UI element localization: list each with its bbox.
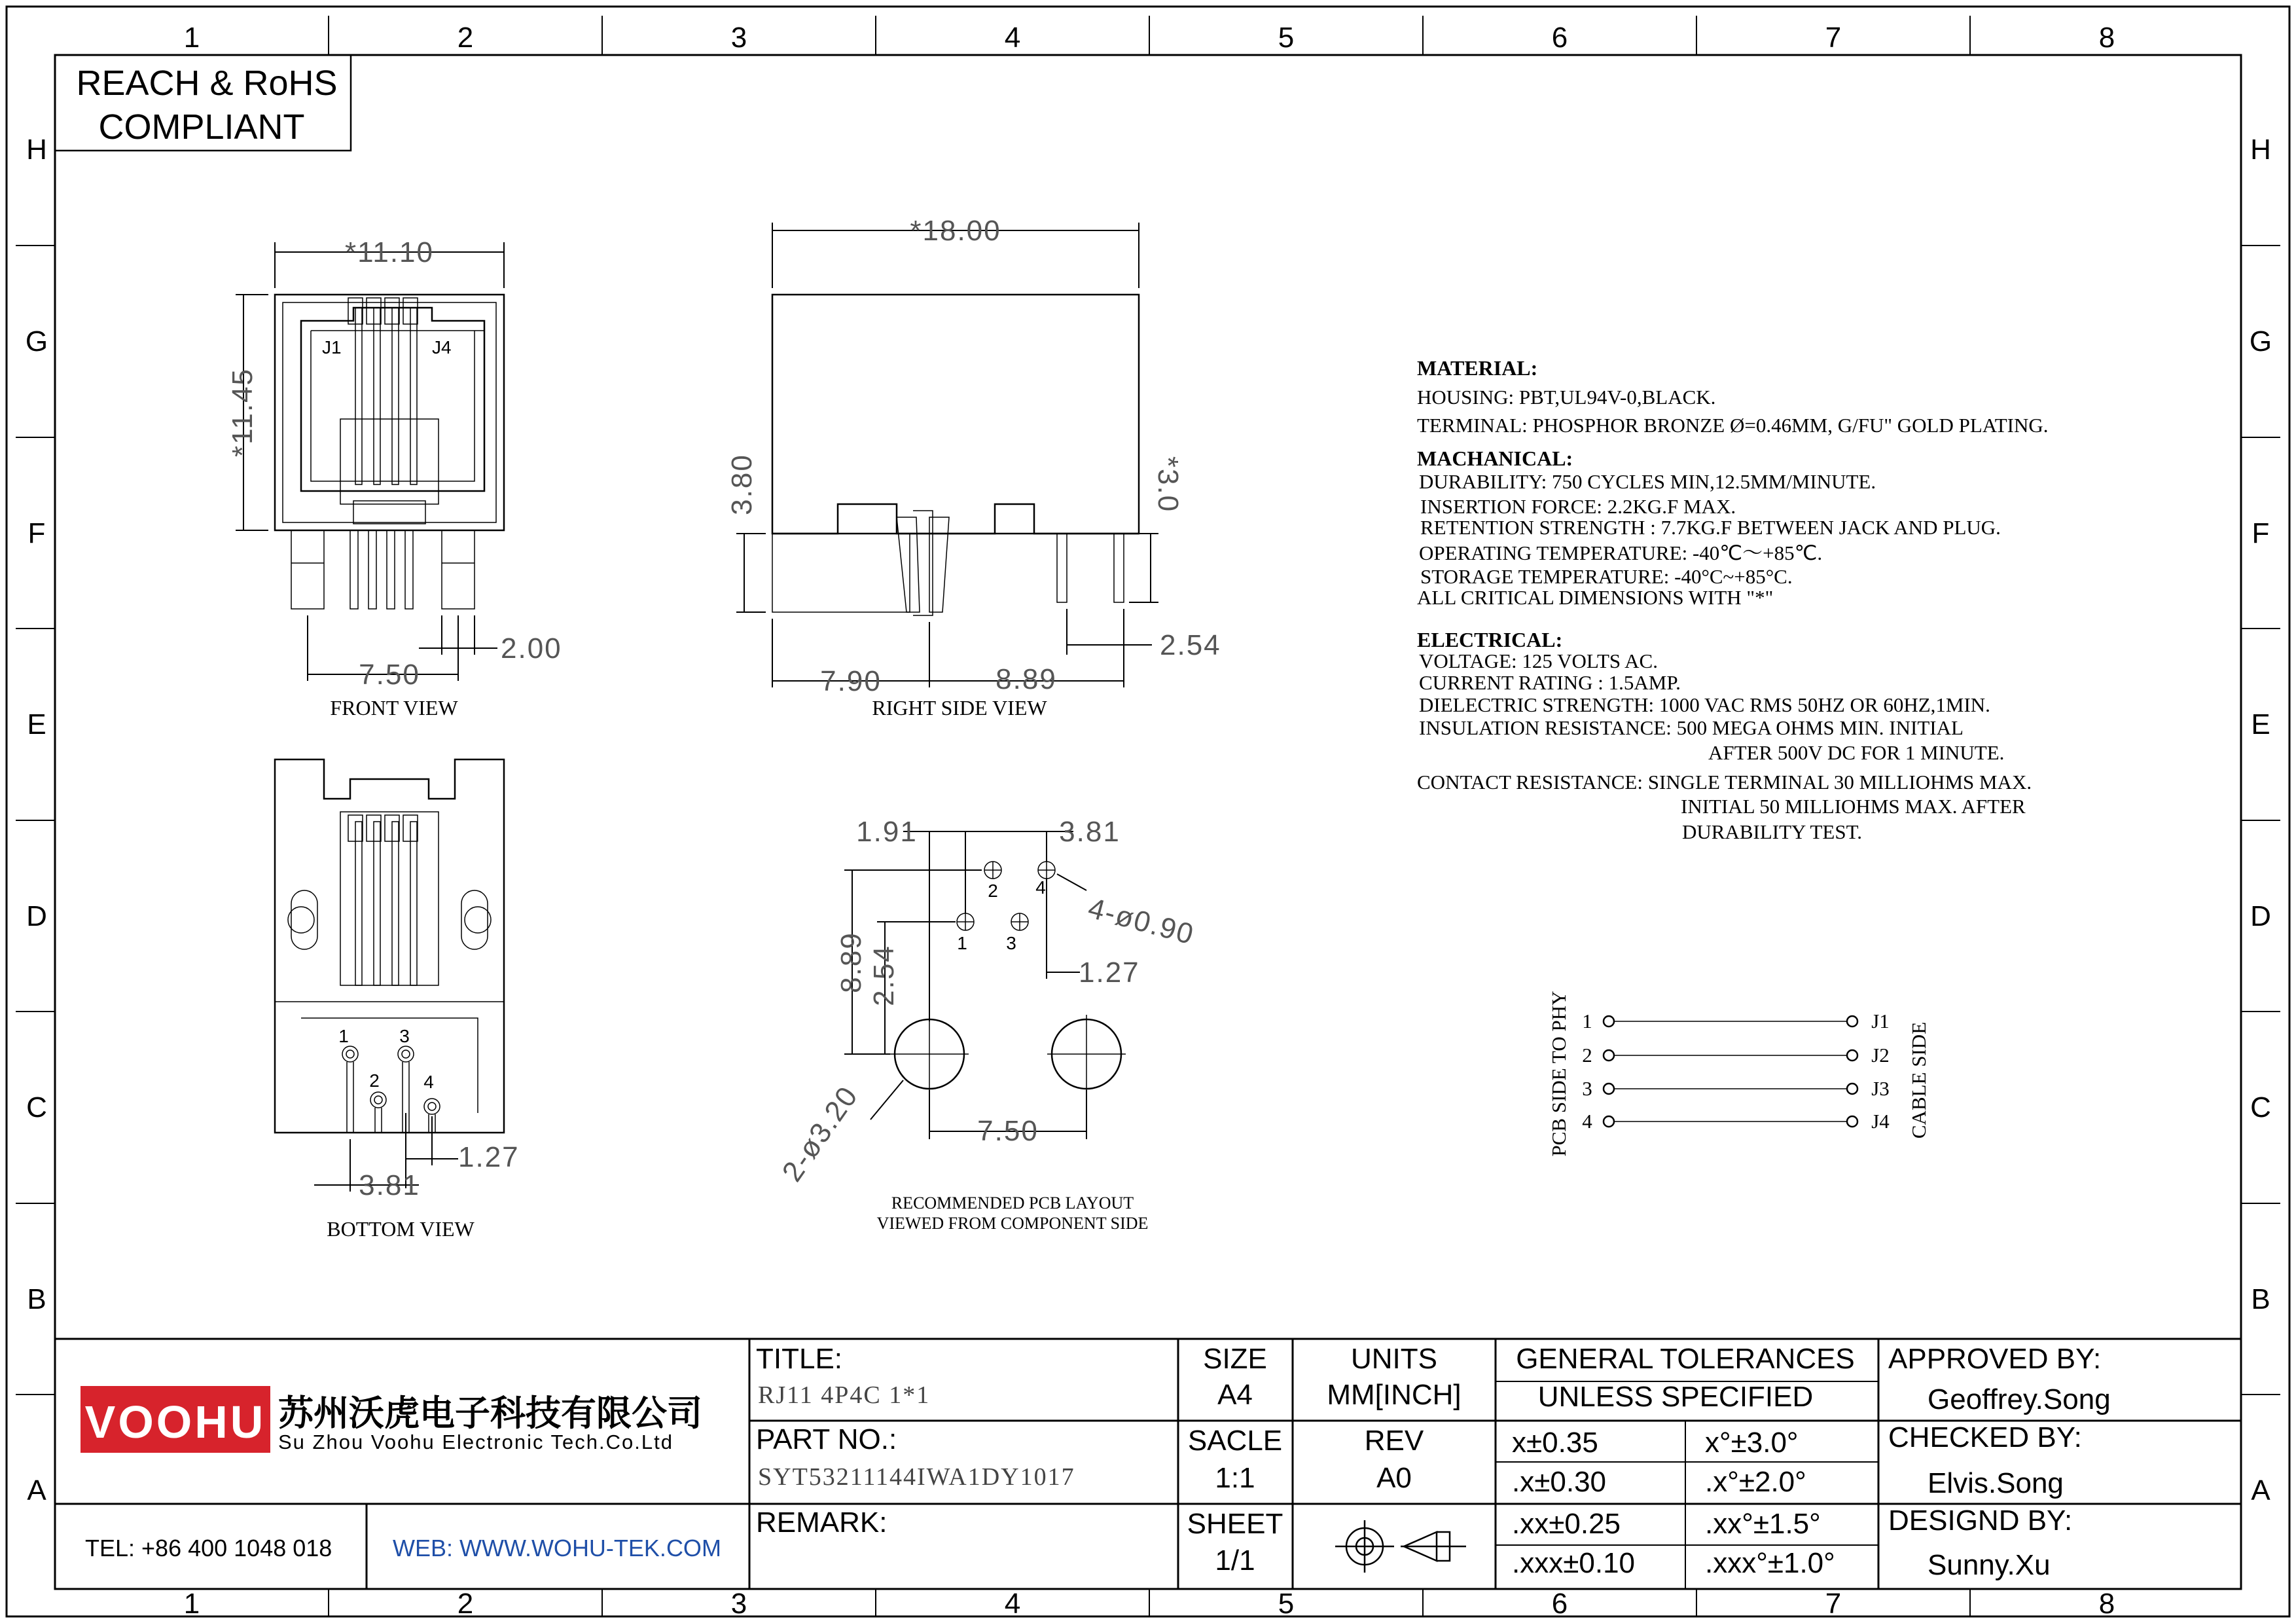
tolerance-angle-1: .x°±2.0°: [1705, 1466, 1806, 1498]
sheet-value: 1/1: [1215, 1544, 1255, 1577]
dim-pcb-post: 2-ø3.20: [776, 1080, 865, 1188]
row-e: E: [27, 708, 46, 740]
wiring-right-pin-j2: J2: [1871, 1044, 1890, 1067]
approved-label: APPROVED BY:: [1888, 1343, 2102, 1375]
front-view: [226, 236, 562, 720]
col-1: 1: [183, 1588, 200, 1620]
spec-contact-1: CONTACT RESISTANCE: SINGLE TERMINAL 30 MILLIOHMS MAX.: [1417, 771, 2032, 793]
col-4: 4: [1004, 1588, 1021, 1620]
row-d: D: [2250, 900, 2271, 932]
col-7: 7: [1825, 22, 1842, 54]
col-3: 3: [730, 22, 747, 54]
checked-value: Elvis.Song: [1928, 1467, 2064, 1499]
rev-label: REV: [1364, 1425, 1424, 1457]
bottom-pin-2: 2: [369, 1070, 380, 1091]
side-view-label: RIGHT SIDE VIEW: [872, 696, 1047, 720]
dim-pcb-191: 1.91: [856, 816, 918, 848]
wiring-left-label: PCB SIDE TO PHY: [1547, 991, 1570, 1157]
bottom-pin-3: 3: [399, 1026, 410, 1046]
dim-side-c: 2.54: [1160, 629, 1221, 661]
tolerance-linear-2: .xx±0.25: [1512, 1508, 1621, 1540]
row-g: G: [2249, 325, 2272, 357]
col-2: 2: [457, 22, 474, 54]
wiring-left-pin-4: 4: [1582, 1110, 1592, 1133]
col-6: 6: [1551, 22, 1568, 54]
col-4: 4: [1004, 22, 1021, 54]
col-8: 8: [2098, 22, 2115, 54]
company-logo: [81, 1386, 270, 1453]
spec-insulation-2: AFTER 500V DC FOR 1 MINUTE.: [1708, 741, 2005, 764]
col-1: 1: [183, 22, 200, 54]
title-block: [55, 1339, 2241, 1589]
tolerance-head-2: UNLESS SPECIFIED: [1537, 1381, 1814, 1413]
designed-label: DESIGND BY:: [1888, 1504, 2073, 1537]
remark-label: REMARK:: [756, 1506, 888, 1539]
tolerance-linear-1: .x±0.30: [1512, 1466, 1607, 1498]
checked-label: CHECKED BY:: [1888, 1421, 2082, 1453]
spec-mechanical-head: MACHANICAL:: [1417, 447, 1573, 470]
spec-operating: OPERATING TEMPERATURE: -40℃～+85℃.: [1419, 541, 1823, 564]
bottom-pin-1: 1: [338, 1026, 349, 1046]
dim-side-b: 8.89: [996, 663, 1057, 695]
dim-front-width: *11.10: [345, 236, 434, 268]
company-name-cn: 苏州沃虎电子科技有限公司: [278, 1394, 702, 1433]
spec-current: CURRENT RATING : 1.5AMP.: [1419, 671, 1681, 694]
col-5: 5: [1278, 1588, 1295, 1620]
bottom-view: [275, 759, 520, 1241]
spec-retention: RETENTION STRENGTH : 7.7KG.F BETWEEN JACK AND PLUG.: [1420, 516, 2001, 539]
dim-front-post: 2.00: [501, 632, 562, 665]
col-7: 7: [1825, 1588, 1842, 1620]
spec-housing: HOUSING: PBT,UL94V-0,BLACK.: [1417, 386, 1716, 409]
col-5: 5: [1278, 22, 1295, 54]
part-value: SYT53211144IWA1DY1017: [758, 1463, 1075, 1491]
row-c: C: [2250, 1091, 2271, 1123]
scale-value: 1:1: [1215, 1462, 1255, 1494]
wiring-diagram: [1547, 991, 1930, 1157]
dim-pcb-750: 7.50: [977, 1115, 1039, 1147]
pcb-pin-4: 4: [1035, 877, 1046, 898]
company-tel: TEL: +86 400 1048 018: [85, 1535, 332, 1561]
row-a: A: [27, 1474, 46, 1506]
approved-value: Geoffrey.Song: [1928, 1383, 2111, 1415]
spec-dielectric: DIELECTRIC STRENGTH: 1000 VAC RMS 50HZ OR 60HZ,1MIN.: [1419, 693, 1990, 716]
title-label: TITLE:: [756, 1343, 843, 1375]
dim-bottom-a: 1.27: [458, 1141, 520, 1173]
spec-insertion: INSERTION FORCE: 2.2KG.F MAX.: [1420, 495, 1736, 518]
tolerance-linear-0: x±0.35: [1512, 1427, 1598, 1459]
scale-label: SACLE: [1187, 1425, 1283, 1457]
col-2: 2: [457, 1588, 474, 1620]
pcb-layout-label-2: VIEWED FROM COMPONENT SIDE: [876, 1214, 1149, 1233]
pcb-pin-1: 1: [957, 933, 967, 953]
dim-pcb-hole: 4-ø0.90: [1085, 892, 1198, 951]
row-e: E: [2251, 708, 2270, 740]
specifications: [1417, 356, 2049, 843]
tolerance-linear-3: .xxx±0.10: [1512, 1547, 1636, 1579]
dim-side-length: *18.00: [910, 215, 1001, 247]
size-value: A4: [1217, 1379, 1253, 1411]
units-value: MM[INCH]: [1327, 1379, 1462, 1411]
tolerance-angle-3: .xxx°±1.0°: [1705, 1547, 1835, 1579]
title-value: RJ11 4P4C 1*1: [758, 1381, 931, 1409]
company-web[interactable]: WEB: WWW.WOHU-TEK.COM: [393, 1535, 721, 1561]
dim-bottom-b: 3.81: [359, 1169, 420, 1201]
row-b: B: [27, 1283, 46, 1315]
wiring-right-label: CABLE SIDE: [1907, 1021, 1930, 1139]
row-f: F: [27, 517, 46, 549]
wiring-right-pin-j3: J3: [1871, 1077, 1890, 1100]
row-g: G: [25, 325, 48, 357]
part-label: PART NO.:: [756, 1423, 897, 1455]
spec-voltage: VOLTAGE: 125 VOLTS AC.: [1419, 649, 1658, 672]
bottom-pin-4: 4: [423, 1072, 434, 1092]
dim-pcb-889: 8.89: [835, 932, 867, 993]
front-view-label: FRONT VIEW: [330, 696, 458, 720]
row-b: B: [2251, 1283, 2270, 1315]
pin-label-j4: J4: [432, 337, 452, 357]
dim-side-pin-length: *3.0: [1152, 456, 1184, 513]
compliance-line2: COMPLIANT: [98, 107, 305, 147]
company-name-en: Su Zhou Voohu Electronic Tech.Co.Ltd: [278, 1431, 673, 1453]
dim-pcb-381: 3.81: [1059, 816, 1121, 848]
bottom-view-label: BOTTOM VIEW: [327, 1217, 475, 1241]
col-6: 6: [1551, 1588, 1568, 1620]
designed-value: Sunny.Xu: [1928, 1549, 2051, 1581]
spec-contact-3: DURABILITY TEST.: [1682, 820, 1862, 843]
compliance-line1: REACH & RoHS: [76, 64, 338, 103]
pcb-layout: [776, 816, 1198, 1233]
dim-front-height: *11.45: [226, 368, 259, 457]
logo-text: VOOHU: [84, 1396, 266, 1448]
wiring-left-pin-3: 3: [1582, 1077, 1592, 1100]
spec-contact-2: INITIAL 50 MILLIOHMS MAX. AFTER: [1681, 795, 2026, 818]
spec-storage: STORAGE TEMPERATURE: -40°C~+85°C.: [1420, 565, 1793, 588]
row-c: C: [26, 1091, 47, 1123]
pin-label-j1: J1: [322, 337, 342, 357]
projection-symbol-icon: [1335, 1520, 1466, 1573]
spec-insulation-1: INSULATION RESISTANCE: 500 MEGA OHMS MIN. INITIAL: [1419, 716, 1964, 739]
tolerance-angle-0: x°±3.0°: [1705, 1427, 1799, 1459]
tolerance-angle-2: .xx°±1.5°: [1705, 1508, 1821, 1540]
wiring-left-pin-2: 2: [1582, 1044, 1592, 1067]
spec-material-head: MATERIAL:: [1417, 356, 1538, 380]
dim-side-height: 3.80: [726, 454, 758, 515]
wiring-left-pin-1: 1: [1582, 1010, 1592, 1032]
sheet-label: SHEET: [1187, 1508, 1283, 1540]
spec-terminal: TERMINAL: PHOSPHOR BRONZE Ø=0.46MM, G/FU" GOLD PLATING.: [1417, 414, 2049, 437]
wiring-right-pin-j4: J4: [1871, 1110, 1890, 1133]
row-f: F: [2251, 517, 2270, 549]
dim-side-a: 7.90: [820, 665, 882, 697]
col-8: 8: [2098, 1588, 2115, 1620]
row-h: H: [26, 134, 47, 166]
pcb-pin-2: 2: [988, 881, 998, 901]
dim-front-pitch: 7.50: [359, 659, 420, 691]
dim-pcb-127: 1.27: [1079, 957, 1140, 989]
spec-durability: DURABILITY: 750 CYCLES MIN,12.5MM/MINUTE.: [1419, 470, 1876, 493]
row-a: A: [2251, 1474, 2270, 1506]
row-d: D: [26, 900, 47, 932]
compliance-box: [55, 55, 351, 151]
spec-electrical-head: ELECTRICAL:: [1417, 628, 1563, 651]
tolerance-head-1: GENERAL TOLERANCES: [1516, 1343, 1855, 1375]
pcb-layout-label-1: RECOMMENDED PCB LAYOUT: [891, 1194, 1134, 1213]
size-label: SIZE: [1203, 1343, 1267, 1375]
right-side-view: [726, 215, 1221, 720]
col-3: 3: [730, 1588, 747, 1620]
pcb-pin-3: 3: [1006, 933, 1016, 953]
wiring-right-pin-j1: J1: [1871, 1010, 1890, 1032]
spec-critical: ALL CRITICAL DIMENSIONS WITH "*": [1417, 586, 1774, 609]
rev-value: A0: [1376, 1462, 1412, 1494]
dim-pcb-254: 2.54: [868, 945, 900, 1006]
units-label: UNITS: [1351, 1343, 1437, 1375]
row-h: H: [2250, 134, 2271, 166]
